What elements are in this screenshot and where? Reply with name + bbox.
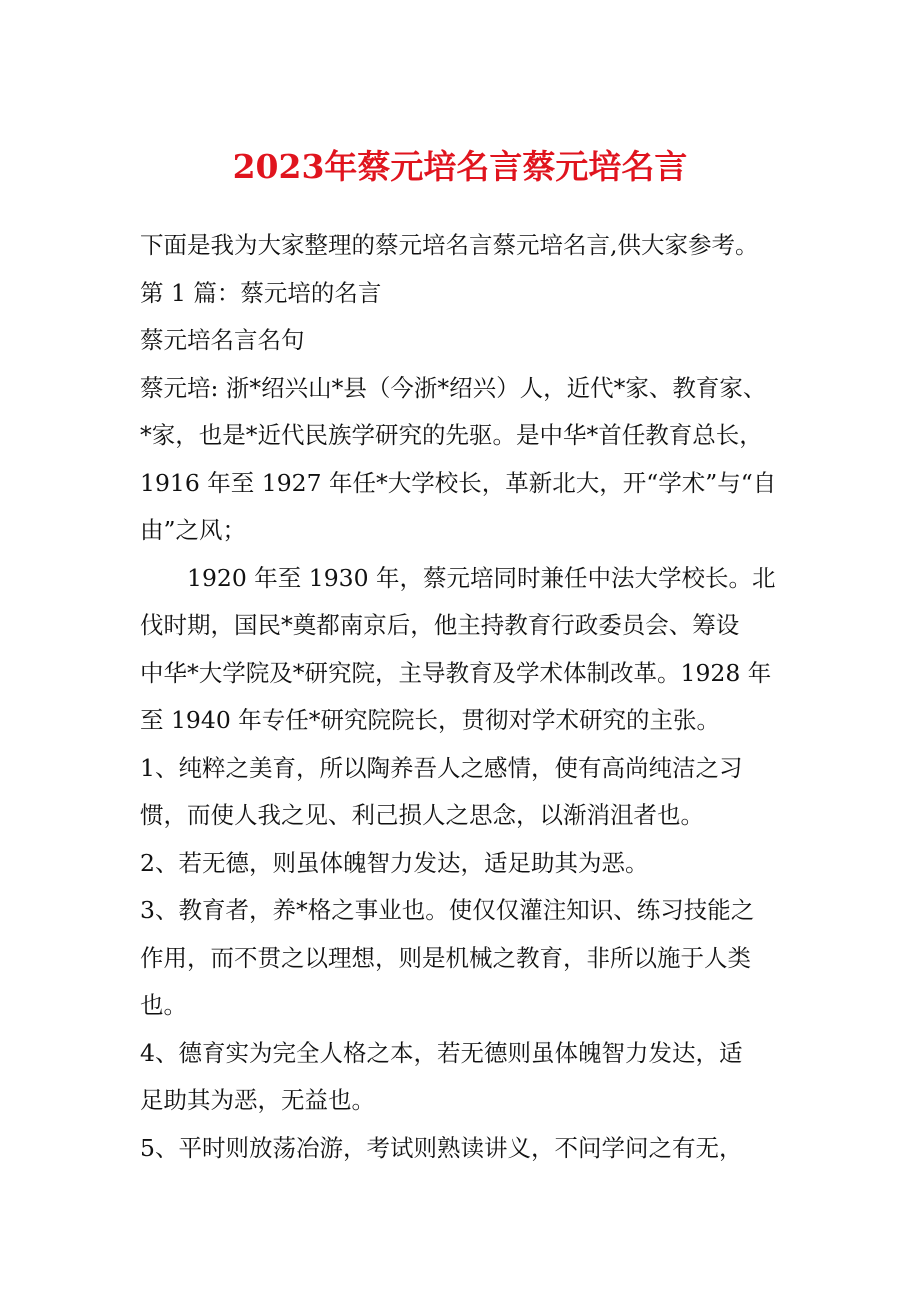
bio-line: 1916 年至 1927 年任*大学校长，革新北大，开“学术”与“自 xyxy=(140,468,777,497)
bio-line: 至 1940 年专任*研究院院长，贯彻对学术研究的主张。 xyxy=(140,706,720,734)
quote-line: 1、纯粹之美育，所以陶养吾人之感情，使有高尚纯洁之习 xyxy=(140,753,743,782)
quote-line: 3、教育者，养*格之事业也。使仅仅灌注知识、练习技能之 xyxy=(140,896,755,924)
document-body xyxy=(140,222,785,1172)
document-title: 2023年蔡元培名言蔡元培名言 xyxy=(232,147,688,186)
bio-line: 伐时期，国民*奠都南京后，他主持教育行政委员会、筹设 xyxy=(140,611,740,639)
bio-line: *家，也是*近代民族学研究的先驱。是中华*首任教育总长， xyxy=(140,421,763,449)
section-heading: 第 1 篇：蔡元培的名言 xyxy=(140,278,382,307)
quote-line: 足助其为恶，无益也。 xyxy=(140,1086,375,1114)
intro-line: 下面是我为大家整理的蔡元培名言蔡元培名言,供大家参考。 xyxy=(140,231,759,259)
bio-line: 1920 年至 1930 年，蔡元培同时兼任中法大学校长。北 xyxy=(187,563,776,592)
quote-line: 作用，而不贯之以理想，则是机械之教育，非所以施于人类 xyxy=(140,943,751,972)
quote-line: 5、平时则放荡冶游，考试则熟读讲义，不问学问之有无， xyxy=(140,1133,743,1162)
quote-line: 2、若无德，则虽体魄智力发达，适足助其为恶。 xyxy=(140,848,649,877)
subheading: 蔡元培名言名句 xyxy=(140,326,305,354)
bio-line: 蔡元培: 浙*绍兴山*县（今浙*绍兴）人，近代*家、教育家、 xyxy=(140,373,767,402)
quote-line: 惯，而使人我之见、利己损人之思念，以渐消沮者也。 xyxy=(140,801,704,829)
bio-line: 中华*大学院及*研究院，主导教育及学术体制改革。1928 年 xyxy=(140,658,772,687)
quote-line: 4、德育实为完全人格之本，若无德则虽体魄智力发达，适 xyxy=(140,1038,743,1067)
quote-line: 也。 xyxy=(140,991,187,1019)
bio-line: 由”之风； xyxy=(140,516,247,544)
